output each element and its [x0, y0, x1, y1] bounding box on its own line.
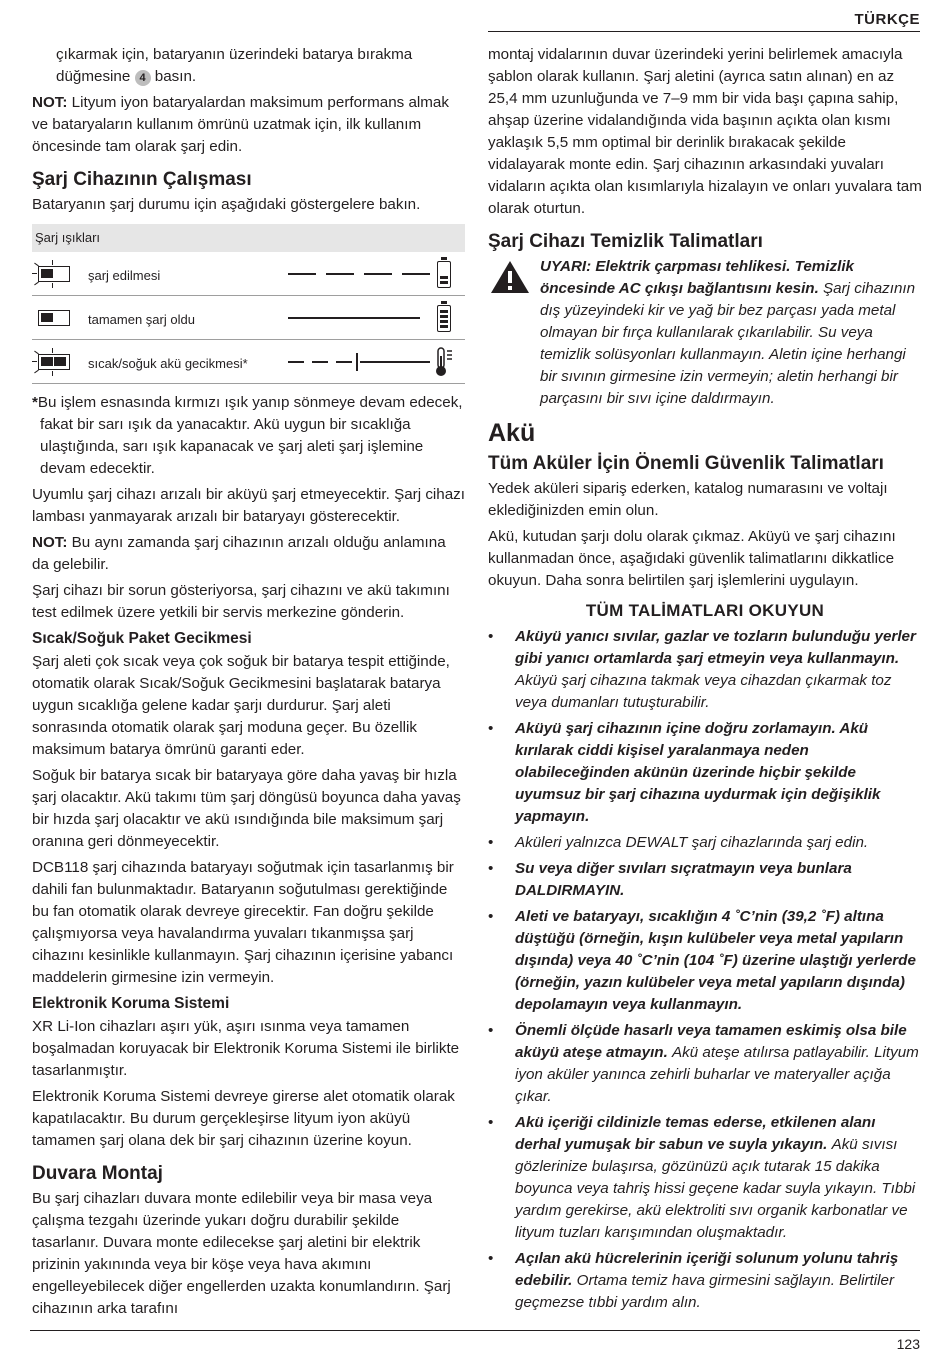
warning-bold: UYARI: Elektrik çarpması tehlikesi. Temizlik öncesinde AC çıkışı bağlantısını kesin.: [540, 258, 854, 297]
paragraph-box: Akü, kutudan şarjı dolu olarak çıkmaz. Aküyü ve şarj cihazını kullanmadan önce, aşağıdaki güvenlik talimatlarını dikkatlice okuyun. Daha sonra belirtilen şarj işlemlerini uygulayın.: [488, 528, 896, 589]
page-number: 123: [896, 1336, 920, 1352]
footnote-marker: *: [32, 394, 38, 411]
safety-bullet: [488, 906, 922, 1016]
safety-bullet: [488, 1112, 922, 1244]
safety-bullet: [488, 718, 922, 828]
table-row-charging: [32, 252, 465, 296]
paragraph-protection-2: Elektronik Koruma Sistemi devreye girerse alet otomatik olarak kapatılacaktır. Bu durum gerçekleşirse lityum iyon aküyü tamamen şarj olana dek bir şarj cihazının üzerine koyun.: [32, 1088, 455, 1149]
table-header: Şarj ışıkları: [32, 224, 465, 252]
note-label: NOT:: [32, 534, 68, 551]
footer-rule: [30, 1330, 920, 1331]
indicator-intro: Bataryanın şarj durumu için aşağıdaki göstergelere bakın.: [32, 196, 421, 213]
note-faulty: [32, 532, 465, 576]
release-text-c: basın.: [154, 68, 197, 85]
bullet-italic-text: Ortama temiz hava girmesini sağlayın. Belirtiler geçmezse tıbbi yardım alın.: [515, 1272, 894, 1311]
right-column: [488, 44, 922, 1318]
note-label: NOT:: [32, 94, 68, 111]
heading-cleaning: Şarj Cihazı Temizlik Talimatları: [488, 231, 763, 252]
heading-charger-operation: Şarj Cihazının Çalışması: [32, 169, 252, 190]
bullet-bold-text: Aküyü şarj cihazının içine doğru zorlamayın. Akü kırılarak ciddi kişisel yaralanmaya neden olabileceğinden akünün üzerinde hiçbir şekilde uyumsuz bir şarj cihazına uydurmak için değişiklik yapmayın.: [515, 720, 881, 825]
heading-battery: Akü: [488, 419, 536, 447]
row-label: sıcak/soğuk akü gecikmesi*: [88, 356, 248, 371]
read-all-heading: TÜM TALİMATLARI OKUYUN: [585, 601, 825, 620]
left-column: [32, 44, 465, 1324]
safety-bullet: [488, 832, 922, 854]
warning-italic: Şarj cihazının dış yüzeyindeki kir ve yağ bir bez parçası yada metal olmayan bir fırça kullanılarak çıkarılabilir. Su veya temizlik solüsyonları kullanmayın. Aletin içine herhangi bir sıvının girmesine izin vermeyin; aletin herhangi bir parçasını bir sıvı içine daldırmayın.: [540, 280, 916, 407]
bullet-italic-text: Aküleri yalnızca DEWALT şarj cihazlarında şarj edin.: [515, 834, 869, 851]
language-label: TÜRKÇE: [854, 11, 920, 28]
bullet-italic-text: Akü ateşe atılırsa patlayabilir. Lityum iyon aküler yanınca zehirli buharlar ve materyaller açığa çıkar.: [515, 1044, 919, 1105]
paragraph-problem: Şarj cihazı bir sorun gösteriyorsa, şarj cihazını ve akü takımını test edilmek üzere yetkili bir servis merkezine gönderin.: [32, 582, 450, 621]
table-row-hot-cold: [32, 340, 465, 384]
paragraph-hot-cold-2: Soğuk bir batarya sıcak bir bataryaya göre daha yavaş bir hızla şarj olacaktır. Akü takımı tüm şarj döngüsü boyunca daha yavaş bir hızda şarj olacaktır ve akü ısındığında bile maksimum şarj oranına geri dönmeyecektir.: [32, 767, 461, 850]
footnote: [32, 392, 465, 480]
paragraph-order: Yedek aküleri sipariş ederken, katalog numarasını ve voltajı eklediğinizden emin olun.: [488, 480, 888, 519]
heading-hot-cold: Sıcak/Soğuk Paket Gecikmesi: [32, 630, 252, 647]
note-initial-charge: [32, 92, 465, 158]
heading-protection: Elektronik Koruma Sistemi: [32, 995, 230, 1012]
heading-wall-mount: Duvara Montaj: [32, 1163, 163, 1184]
charger-light-icon: [38, 266, 70, 282]
paragraph-incompatible: Uyumlu şarj cihazı arızalı bir aküyü şarj etmeyecektir. Şarj cihazı lambası yanmayarak arızalı bir bataryayı gösterecektir.: [32, 486, 465, 525]
safety-bullet: [488, 626, 922, 714]
release-text-b: düğmesine: [56, 68, 131, 85]
charge-lights-table: [32, 224, 465, 384]
paragraph-wall-mount-cont: montaj vidalarının duvar üzerindeki yerini belirlemek amacıyla şablon olarak kullanın. Şarj aletini (ayrıca satın alınan) en az 25,4 mm uzunluğunda ve 7–9 mm bir vida başı çapına sahip, ahşap üzerine vidalandığında vida başının açıkta olan kısmı yaklaşık 5,5 mm optimal bir derinlik bırakacak şekilde vidalayarak monte edin. Şarj cihazının arkasındaki yuvaları vidaların açıkta olan kısımlarıyla hizalayın ve onları yuvalara tam olarak oturtun.: [488, 46, 922, 217]
bullet-italic-text: Akü sıvısı gözlerinize bulaşırsa, gözünüzü açık tutarak 15 dakika boyunca veya tahriş hissi geçene kadar suyla yıkayın. Tıbbi yardım gerekirse, akü elektroliti sıvı organik karbonatlar ve lityum tuzları karışımından oluşmaktadır.: [515, 1136, 916, 1241]
release-text-a: çıkarmak için, bataryanın üzerindeki batarya bırakma: [56, 46, 413, 63]
charger-light-icon: [38, 310, 70, 326]
charger-light-icon: [38, 354, 70, 370]
bullet-bold-text: Aleti ve bataryayı, sıcaklığın 4 ˚C’nin (39,2 ˚F) altına düştüğü (örneğin, kışın kulübeler veya metal yapıların dışında) veya 40 ˚C’nin (104 ˚F) üzerine ulaştığı yerlerde (örneğin, yazın kulübeler veya metal yapıların dışında) depolamayın veya kullanmayın.: [515, 908, 916, 1013]
heading-safety: Tüm Aküler İçin Önemli Güvenlik Talimatları: [488, 453, 884, 474]
safety-bullet: [488, 1248, 922, 1314]
safety-bullet: [488, 1020, 922, 1108]
battery-charging-icon: [437, 261, 451, 288]
cleaning-warning: [488, 256, 922, 410]
bullet-bold-text: Akü içeriği cildinizle temas ederse, etkilenen alanı derhal yumuşak bir sabun ve suyla yıkayın.: [515, 1114, 876, 1153]
safety-bullet: [488, 858, 922, 902]
callout-number: 4: [135, 70, 151, 86]
bullet-bold-text: Önemli ölçüde hasarlı veya tamamen eskimiş olsa bile aküyü ateşe atmayın.: [515, 1022, 907, 1061]
note-text: Bu aynı zamanda şarj cihazının arızalı olduğu anlamına da gelebilir.: [32, 534, 446, 573]
battery-full-icon: [437, 305, 451, 332]
bullet-bold-text: Su veya diğer sıvıları sıçratmayın veya bunlara DALDIRMAYIN.: [515, 860, 852, 899]
paragraph-wall-mount: Bu şarj cihazları duvara monte edilebilir veya bir masa veya çalışma tezgahı üzerinde yukarı doğru durabilir şekilde tasarlanır. Duvara monte edilecekse şarj aletini bir elektrik prizinin yakınında veya bir köşe veya hava akımını engelleyebilecek diğer engellerden uzakta konumlandırın. Şarj cihazının arka tarafını: [32, 1190, 451, 1317]
row-label: şarj edilmesi: [88, 268, 161, 283]
row-label: tamamen şarj oldu: [88, 312, 195, 327]
battery-release-paragraph: [32, 44, 465, 88]
warning-text: [540, 256, 922, 410]
footnote-text: Bu işlem esnasında kırmızı ışık yanıp sönmeye devam edecek, fakat bir sarı ışık da yanacaktır. Akü uygun bir sıcaklığa ulaştığında, sarı ışık kapanacak ve şarj aleti şarj işlemine devam edecektir.: [37, 394, 463, 477]
thermometer-icon: [435, 346, 455, 378]
bullet-bold-text: Açılan akü hücrelerinin içeriği solunum yolunu tahriş edebilir.: [515, 1250, 899, 1289]
paragraph-dcb118: DCB118 şarj cihazında bataryayı soğutmak için tasarlanmış bir dahili fan bulunmaktadır. Bataryanın soğutulması gerektiğinde bu fan otomatik olarak devreye girecektir. Fan doğru şekilde çalışmıyorsa veya havalandırma yuvaları tıkanmışsa şarj cihazını kesinlikle kullanmayın. Şarj cihazının içerisine yabancı maddelerin girmesine izin vermeyin.: [32, 859, 454, 986]
paragraph-protection-1: XR Li-Ion cihazları aşırı yük, aşırı ısınma veya tamamen boşalmadan koruyacak bir Elektronik Koruma Sistemi ile birlikte tasarlanmıştır.: [32, 1018, 460, 1079]
paragraph-hot-cold-1: Şarj aleti çok sıcak veya çok soğuk bir batarya tespit ettiğinde, otomatik olarak Sıcak/Soğuk Gecikmesini başlatarak batarya uygun sıcaklığa gelene kadar şarjı durdurur. Şarj aleti sonrasında otomatik olarak şarj moduna geçer. Bu özellik maksimum batarya ömrünü garanti eder.: [32, 653, 450, 758]
table-row-charged: [32, 296, 465, 340]
header-rule: [488, 31, 920, 32]
bullet-italic-text: Aküyü şarj cihazına takmak veya cihazdan çıkarmak toz veya dumanları tutuşturabilir.: [515, 672, 892, 711]
bullet-bold-text: Aküyü yanıcı sıvılar, gazlar ve tozların bulunduğu yerler gibi yanıcı ortamlarda şarj etmeyin veya kullanmayın.: [515, 628, 916, 667]
note-text: Lityum iyon bataryalardan maksimum performans almak ve bataryaların kullanım ömrünü uzatmak için, ilk kullanım öncesinde tam olarak şarj edin.: [32, 94, 449, 155]
warning-triangle-icon: [490, 260, 530, 294]
safety-bullet-list: [488, 626, 922, 1314]
